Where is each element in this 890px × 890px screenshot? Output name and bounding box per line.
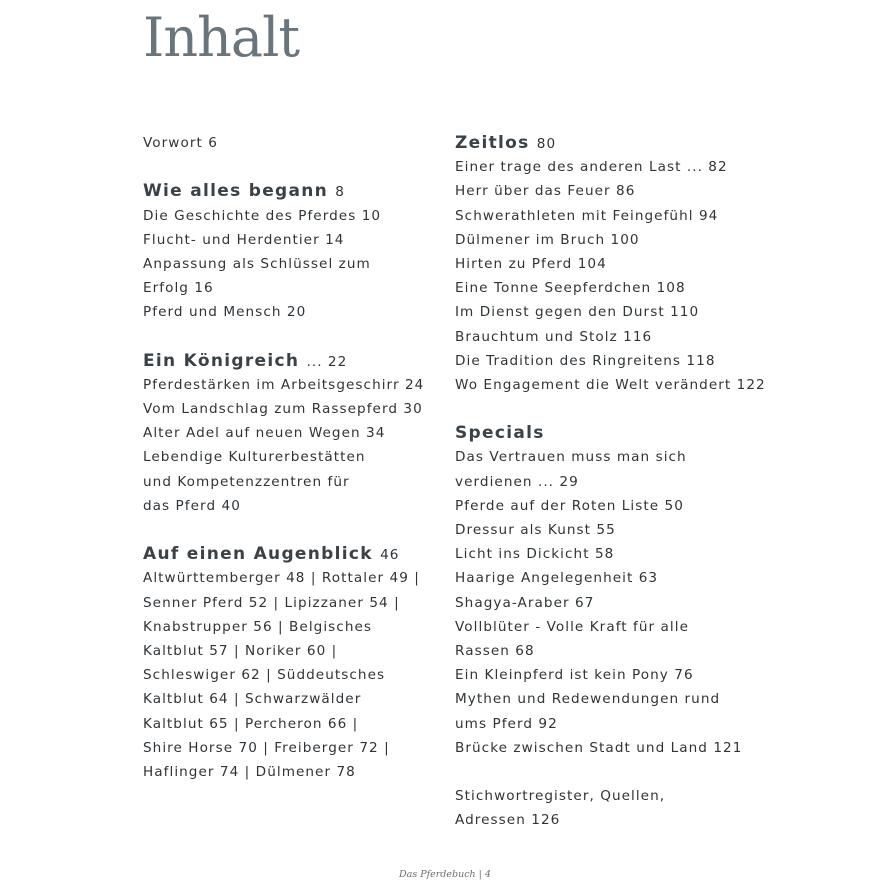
section-heading-text: Ein Königreich (143, 350, 300, 371)
footer-separator: | (478, 869, 482, 880)
toc-entry[interactable]: Die Tradition des Ringreitens 118 (455, 352, 716, 369)
toc-entry[interactable]: Einer trage des anderen Last ... 82 (455, 159, 728, 176)
toc-entry[interactable]: verdienen ... 29 (455, 473, 579, 490)
toc-entry[interactable]: Das Vertrauen muss man sich (455, 449, 687, 466)
toc-entry[interactable]: Dressur als Kunst 55 (455, 522, 616, 538)
page-footer (0, 869, 890, 880)
toc-entry[interactable]: Senner Pferd 52 | Lipizzaner 54 | (143, 594, 400, 611)
toc-entry[interactable]: Pferde auf der Roten Liste 50 (455, 497, 684, 514)
section-page-number: ... 22 (306, 353, 348, 370)
section-page-number: 46 (380, 547, 400, 564)
section-heading-zeitlos[interactable] (455, 131, 785, 155)
toc-right-column (455, 131, 785, 832)
toc-entry[interactable]: Dülmener im Bruch 100 (455, 231, 640, 248)
toc-entry[interactable]: Im Dienst gegen den Durst 110 (455, 304, 700, 321)
section-heading-text: Zeitlos (455, 133, 530, 153)
toc-entry[interactable]: Rassen 68 (455, 642, 535, 659)
toc-entry[interactable]: Anpassung als Schlüssel zum (143, 255, 371, 272)
section-heading-text: Specials (455, 423, 545, 444)
toc-entry[interactable]: Mythen und Redewendungen rund (455, 691, 721, 708)
toc-entry[interactable]: Licht ins Dickicht 58 (455, 546, 615, 563)
toc-entry[interactable]: Pferdestärken im Arbeitsgeschirr 24 (143, 376, 425, 393)
toc-entry[interactable]: Kaltblut 64 | Schwarzwälder (143, 691, 362, 708)
section-page-number: 80 (536, 136, 557, 152)
toc-entry[interactable]: Vollblüter - Volle Kraft für alle (455, 618, 690, 635)
toc-entry[interactable]: Ein Kleinpferd ist kein Pony 76 (455, 667, 694, 684)
section-heading-text: Auf einen Augenblick (143, 544, 373, 565)
section-page-number: 8 (335, 184, 345, 201)
toc-entry[interactable]: Haflinger 74 | Dülmener 78 (143, 763, 356, 780)
toc-entry[interactable]: Lebendige Kulturerbestätten (143, 449, 366, 466)
toc-entry[interactable]: Erfolg 16 (143, 280, 214, 297)
toc-entry[interactable]: Altwürttemberger 48 | Rottaler 49 | (143, 570, 420, 587)
toc-entry[interactable]: Kaltblut 65 | Percheron 66 | (143, 715, 359, 732)
toc-entry[interactable]: Shagya-Araber 67 (455, 594, 595, 611)
toc-entry[interactable]: das Pferd 40 (143, 497, 241, 514)
toc-entry-index[interactable]: Adressen 126 (455, 812, 561, 829)
toc-entry[interactable]: Eine Tonne Seepferdchen 108 (455, 280, 686, 297)
toc-entry[interactable]: Schleswiger 62 | Süddeutsches (143, 667, 386, 684)
section-heading-ein-koenigreich[interactable] (143, 349, 473, 373)
toc-entry[interactable]: und Kompetenzzentren für (143, 473, 350, 490)
section-heading-wie-alles-begann[interactable] (143, 179, 473, 203)
footer-page-number: 4 (484, 869, 491, 880)
section-heading-text: Wie alles begann (143, 181, 329, 202)
page-title: Inhalt (143, 6, 300, 69)
footer-book-title: Das Pferdebuch (399, 869, 476, 880)
toc-entry[interactable]: Herr über das Feuer 86 (455, 183, 636, 200)
toc-entry[interactable]: Wo Engagement die Welt verändert 122 (455, 376, 766, 393)
section-heading-specials[interactable] (455, 421, 785, 445)
toc-entry[interactable]: Shire Horse 70 | Freiberger 72 | (143, 739, 390, 756)
toc-entry[interactable]: Brücke zwischen Stadt und Land 121 (455, 739, 743, 756)
toc-entry[interactable]: Alter Adel auf neuen Wegen 34 (143, 425, 386, 442)
toc-entry[interactable]: Die Geschichte des Pferdes 10 (143, 207, 382, 224)
toc-entry[interactable]: Brauchtum und Stolz 116 (455, 328, 653, 345)
toc-entry[interactable]: Kaltblut 57 | Noriker 60 | (143, 642, 338, 659)
toc-entry[interactable]: Haarige Angelegenheit 63 (455, 570, 659, 587)
toc-entry[interactable]: Knabstrupper 56 | Belgisches (143, 618, 373, 635)
toc-entry[interactable]: ums Pferd 92 (455, 715, 558, 732)
toc-left-column (143, 131, 473, 784)
toc-entry-vorwort[interactable]: Vorwort 6 (143, 135, 218, 151)
toc-entry[interactable]: Pferd und Mensch 20 (143, 304, 307, 321)
toc-entry-index[interactable]: Stichwortregister, Quellen, (455, 788, 666, 805)
toc-entry[interactable]: Flucht- und Herdentier 14 (143, 231, 345, 248)
toc-entry[interactable]: Hirten zu Pferd 104 (455, 255, 607, 272)
toc-entry[interactable]: Vom Landschlag zum Rassepferd 30 (143, 401, 423, 418)
section-heading-auf-einen-augenblick[interactable] (143, 542, 473, 566)
toc-entry[interactable]: Schwerathleten mit Feingefühl 94 (455, 207, 719, 224)
